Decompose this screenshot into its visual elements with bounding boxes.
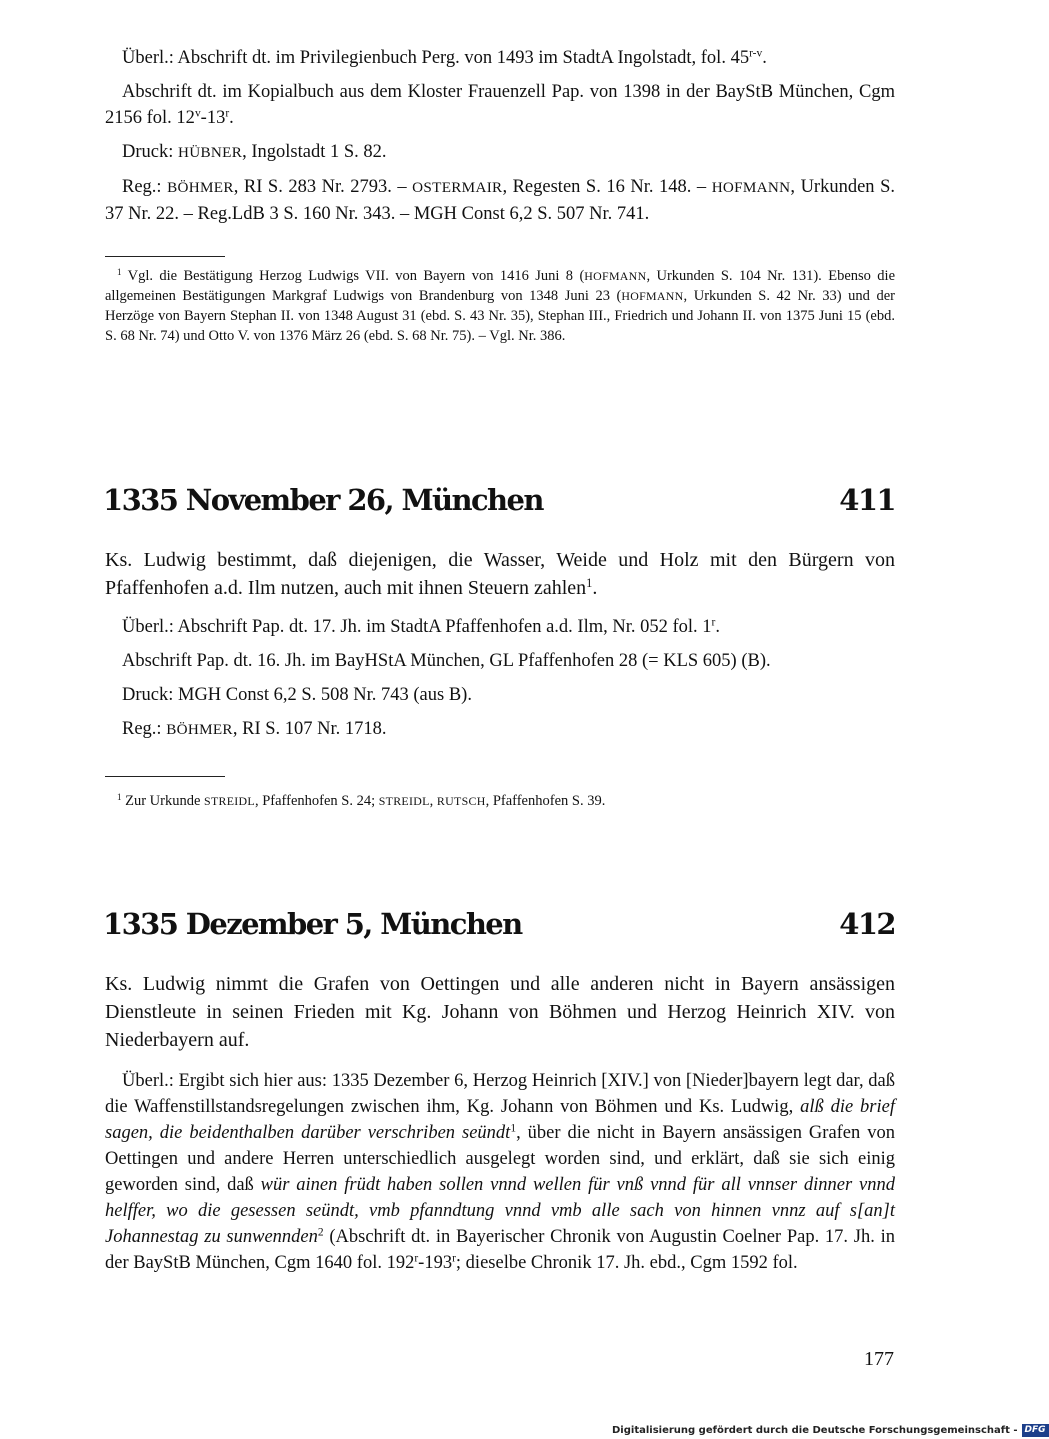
- entry-number: 412: [839, 907, 895, 941]
- ueberlieferung-line: Überl.: Abschrift Pap. dt. 17. Jh. im StadtA Pfaffenhofen a.d. Ilm, Nr. 052 fol. 1$^r$.: [122, 616, 720, 637]
- dfg-footer: [612, 1424, 1046, 1437]
- footnote-divider: [105, 256, 225, 257]
- druck-line: Druck: HÜBNER, Ingolstadt 1 S. 82.: [122, 142, 387, 162]
- ueberlieferung-paragraph: Überl.: Ergibt sich hier aus: 1335 Dezember 6, Herzog Heinrich [XIV.] von [Nieder]bayern legt dar, daß die Waffenstillstandsregelungen zwischen ihm, Kg. Johann von Böhmen und Ks. Ludwig, alß die brief sagen, die beidenthalben darüber verschriben seündt$^1$, über die nicht in Bayern ansässigen Grafen von Oettingen und andere Herren unterschiedlich ausgelegt worden sind, und erklärt, daß sie sich einig geworden sind, daß wür ainen früdt haben sollen vnnd wellen für vnß vnnd für all vnnser dinner vnnd helffer, wo die gesessen seündt, vmb pfanndtung vnnd vmb alle sach von hinnen vnnz auf s[an]t Johannestag zu sunwennden$^2$ (Abschrift dt. in Bayerischer Chronik von Augustin Coelner Pap. 17. Jh. in der BayStB München, Cgm 1640 fol. 192$^r$-193$^r$; dieselbe Chronik 17. Jh. ebd., Cgm 1592 fol.: [105, 1071, 895, 1273]
- entry-heading-412: [103, 906, 895, 942]
- footer-text: Digitalisierung gefördert durch die Deutsche Forschungsgemeinschaft -: [612, 1425, 1018, 1436]
- ueberlieferung-line: Überl.: Abschrift dt. im Privilegienbuch Perg. von 1493 im StadtA Ingolstadt, fol. 45$^{r-v}$.: [122, 47, 767, 68]
- top-apparatus: [105, 45, 895, 227]
- abschrift-line: Abschrift Pap. dt. 16. Jh. im BayHStA München, GL Pfaffenhofen 28 (= KLS 605) (B).: [122, 651, 771, 671]
- entry-411-body: [105, 546, 895, 743]
- regesten-line: Reg.: BÖHMER, RI S. 107 Nr. 1718.: [122, 719, 387, 739]
- page-number: 177: [864, 1348, 894, 1370]
- regest-text: Ks. Ludwig nimmt die Grafen von Oettingen und alle anderen nicht in Bayern ansässigen Dienstleute in seinen Frieden mit Kg. Johann von Böhmen und Herzog Heinrich XIV. von Niederbayern auf.: [105, 973, 895, 1051]
- abschrift-line: Abschrift dt. im Kopialbuch aus dem Kloster Frauenzell Pap. von 1398 in der BayStB München, Cgm 2156 fol. 12$^v$-13$^r$.: [105, 82, 895, 128]
- entry-date: 1335 November 26, München: [103, 483, 543, 517]
- footnote-top: $^1$ Vgl. die Bestätigung Herzog Ludwigs VII. von Bayern von 1416 Juni 8 (HOFMANN, Urkunden S. 104 Nr. 131). Ebenso die allgemeinen Bestätigungen Markgraf Ludwigs von Brandenburg von 1348 Juni 23 (HOFMANN, Urkunden S. 42 Nr. 33) und der Herzöge von Bayern Stephan II. von 1348 August 31 (ebd. S. 43 Nr. 35), Stephan III., Friedrich und Johann II. von 1375 Juni 15 (ebd. S. 68 Nr. 74) und Otto V. von 1376 März 26 (ebd. S. 68 Nr. 75). – Vgl. Nr. 386.: [105, 267, 896, 344]
- regest-text: Ks. Ludwig bestimmt, daß diejenigen, die Wasser, Weide und Holz mit den Bürgern von Pfaffenhofen a.d. Ilm nutzen, auch mit ihnen Steuern zahlen$^1$.: [105, 549, 895, 599]
- entry-number: 411: [839, 483, 895, 517]
- entry-412-body: [105, 970, 895, 1276]
- entry-heading-411: [103, 482, 895, 518]
- dfg-logo: DFG: [1022, 1424, 1049, 1437]
- footnote-411: $^1$ Zur Urkunde STREIDL, Pfaffenhofen S. 24; STREIDL, RUTSCH, Pfaffenhofen S. 39.: [117, 792, 606, 809]
- entry-date: 1335 Dezember 5, München: [103, 907, 522, 941]
- footnote-divider: [105, 776, 225, 777]
- druck-line: Druck: MGH Const 6,2 S. 508 Nr. 743 (aus B).: [122, 685, 472, 705]
- regesten-line: Reg.: BÖHMER, RI S. 283 Nr. 2793. – OSTERMAIR, Regesten S. 16 Nr. 148. – HOFMANN, Urkunden S. 37 Nr. 22. – Reg.LdB 3 S. 160 Nr. 343. – MGH Const 6,2 S. 507 Nr. 741.: [105, 177, 895, 224]
